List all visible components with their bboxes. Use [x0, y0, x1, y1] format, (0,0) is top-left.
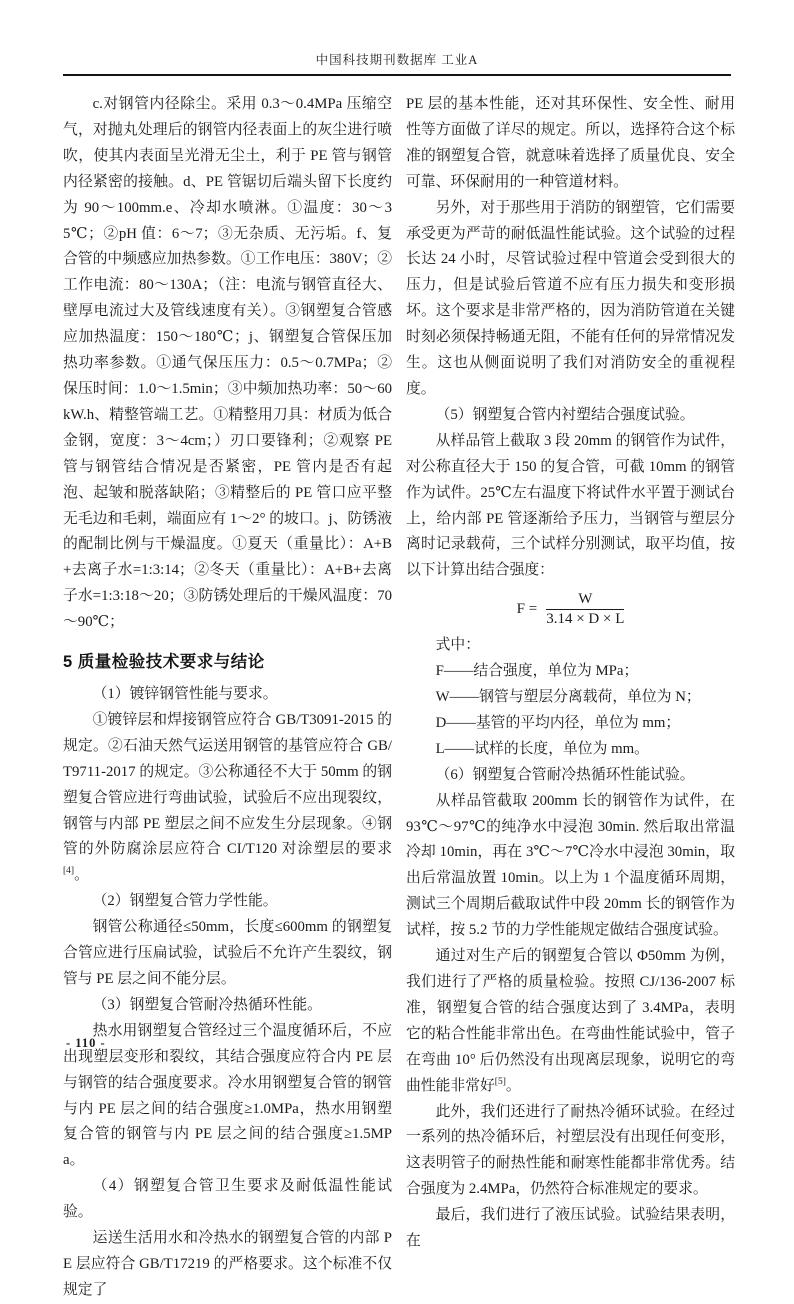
- paragraph: 式中：: [435, 637, 480, 654]
- formula-denominator: 3.14 × D × L: [546, 611, 625, 628]
- paragraph: （1）镀锌钢管性能与要求。: [92, 686, 278, 703]
- header-rule: [63, 74, 731, 76]
- journal-header-title: 中国科技期刊数据库 工业A: [315, 53, 479, 67]
- paragraph: 通过对生产后的钢塑复合管以 Φ50mm 为例，我们进行了严格的质量检验。按照 CJ/136-2007 标准，钢塑复合管的结合强度达到了 3.4MPa，表明它的粘合性能非常出色。在弯曲性能试验中，管子在弯曲 10° 后仍然没有出现离层现象，说明它的弯曲性能非常好[5]。: [406, 948, 735, 1094]
- formula-fraction: [546, 591, 624, 628]
- paragraph: c.对钢管内径除尘。采用 0.3～0.4MPa 压缩空气，对抛丸处理后的钢管内径表面上的灰尘进行喷吹，使其内表面呈光滑无尘土，利于 PE 管与钢管内径紧密的接触。d、PE 管锯切后端头留下长度约为 90～100mm.e、冷却水喷淋。①温度：30～35℃；②pH 值：6～7；③无杂质、无污垢。f、复合管的中频感应加热参数。①工作电压：380V；②工作电流：80～130A；（注：电流与钢管直径大、壁厚电流过大及管线速度有关）。③钢塑复合管感应加热温度：150～180℃；j、钢塑复合管保压加热功率参数。①通气保压压力：0.5～0.7MPa；②保压时间：1.0～1.5min；③中频加热功率：50～60kW.h、精整管端工艺。①精整用刀具：材质为低合金钢，宽度：3～4cm；）刃口要锋利；②观察 PE 管与钢管结合情况是否紧密，PE 管内是否有起泡、起皱和脱落缺陷；③精整后的 PE 管口应平整无毛边和毛刺，端面应有 1～2° 的坡口。j、防锈液的配制比例与干燥温度。①夏天（重量比）：A+B+去离子水=1:3:14；②冬天（重量比）：A+B+去离子水=1:3:18～20；③防锈处理后的干燥风温度：70～90℃；: [63, 96, 392, 631]
- paragraph: D——基管的平均内径，单位为 mm；: [435, 714, 681, 731]
- paragraph: 最后，我们进行了液压试验。试验结果表明，在: [406, 1207, 735, 1250]
- paragraph: 运送生活用水和冷热水的钢塑复合管的内部 PE 层应符合 GB/T17219 的严格要求。这个标准不仅规定了: [63, 1230, 392, 1298]
- paragraph: ①镀锌层和焊接钢管应符合 GB/T3091-2015 的规定。②石油天然气运送用钢管的基管应符合 GB/T9711-2017 的规定。③公称通径不大于 50mm 的钢塑复合管应进行弯曲试验，试验后不应出现裂纹，钢管与内部 PE 塑层之间不应发生分层现象。④钢管的外防腐涂层应符合 CI/T120 对涂塑层的要求[4]。: [63, 711, 392, 884]
- paragraph: 此外，我们还进行了耐热冷循环试验。在经过一系列的热冷循环后，衬塑层没有出现任何变形，这表明管子的耐热性能和耐寒性能都非常优秀。结合强度为 2.4MPa，仍然符合标准规定的要求。: [406, 1103, 735, 1198]
- formula-lhs: F =: [516, 601, 538, 618]
- paragraph: L——试样的长度，单位为 mm。: [435, 740, 649, 757]
- paragraph: （6）钢塑复合管耐冷热循环性能试验。: [435, 766, 695, 783]
- paragraph: （5）钢塑复合管内衬塑结合强度试验。: [435, 406, 695, 423]
- paragraph: （3）钢塑复合管耐冷热循环性能。: [92, 996, 322, 1013]
- paragraph: 热水用钢塑复合管经过三个温度循环后，不应出现塑层变形和裂纹，其结合强度应符合内 PE 层与钢管的结合强度要求。冷水用钢塑复合管的钢管与内 PE 层之间的结合强度≥1.0MPa，热水用钢塑复合管的钢管与内 PE 层之间的结合强度≥1.5MPa。: [63, 1022, 392, 1169]
- paragraph: PE 层的基本性能，还对其环保性、安全性、耐用性等方面做了详尽的规定。所以，选择符合这个标准的钢塑复合管，就意味着选择了质量优良、安全可靠、环保耐用的一种管道材料。: [406, 96, 735, 190]
- section-heading: 5 质量检验技术要求与结论: [63, 653, 265, 672]
- right-column: [406, 92, 735, 1304]
- paragraph: 另外，对于那些用于消防的钢塑管，它们需要承受更为严苛的耐低温性能试验。这个试验的过程长达 24 小时，尽管试验过程中管道会受到很大的压力，但是试验后管道不应有压力损失和变形损坏。这个要求是非常严格的，因为消防管道在关键时刻必须保持畅通无阻，不能有任何的异常情况发生。这也从侧面说明了我们对消防安全的重视程度。: [406, 199, 735, 397]
- paragraph: 从样品管截取 200mm 长的钢管作为试件，在 93℃～97℃的纯净水中浸泡 30min. 然后取出常温冷却 10min，再在 3℃～7℃冷水中浸泡 30min，取出后常温放置 10min。以上为 1 个温度循环周期，测试三个周期后截取试件中段 20mm 长的钢管作为试样，按 5.2 节的力学性能规定做结合强度试验。: [406, 792, 735, 939]
- page-number: - 110 -: [66, 1036, 106, 1050]
- paragraph: （4）钢塑复合管卫生要求及耐低温性能试验。: [63, 1178, 392, 1221]
- left-column: [63, 92, 392, 1304]
- paragraph: （2）钢塑复合管力学性能。: [92, 893, 278, 910]
- paragraph: W——钢管与塑层分离载荷，单位为 N；: [435, 689, 701, 706]
- paragraph: F——结合强度，单位为 MPa；: [435, 663, 639, 680]
- formula-bond-strength: [406, 591, 735, 628]
- formula-numerator: W: [546, 591, 624, 610]
- two-column-body: [63, 92, 735, 1304]
- paragraph: 钢管公称通径≤50mm，长度≤600mm 的钢塑复合管应进行压扁试验，试验后不允许产生裂纹，钢管与 PE 层之间不能分层。: [63, 919, 392, 987]
- citation-superscript: [5]: [494, 1076, 506, 1087]
- paragraph: 从样品管上截取 3 段 20mm 的钢管作为试件，对公称直径大于 150 的复合管，可截 10mm 的钢管作为试件。25℃左右温度下将试件水平置于测试台上，给内部 PE 管逐渐给予压力，当钢管与塑层分离时记录载荷，三个试样分别测试，取平均值，按以下计算出结合强度：: [406, 432, 735, 579]
- citation-superscript: [4]: [63, 866, 75, 877]
